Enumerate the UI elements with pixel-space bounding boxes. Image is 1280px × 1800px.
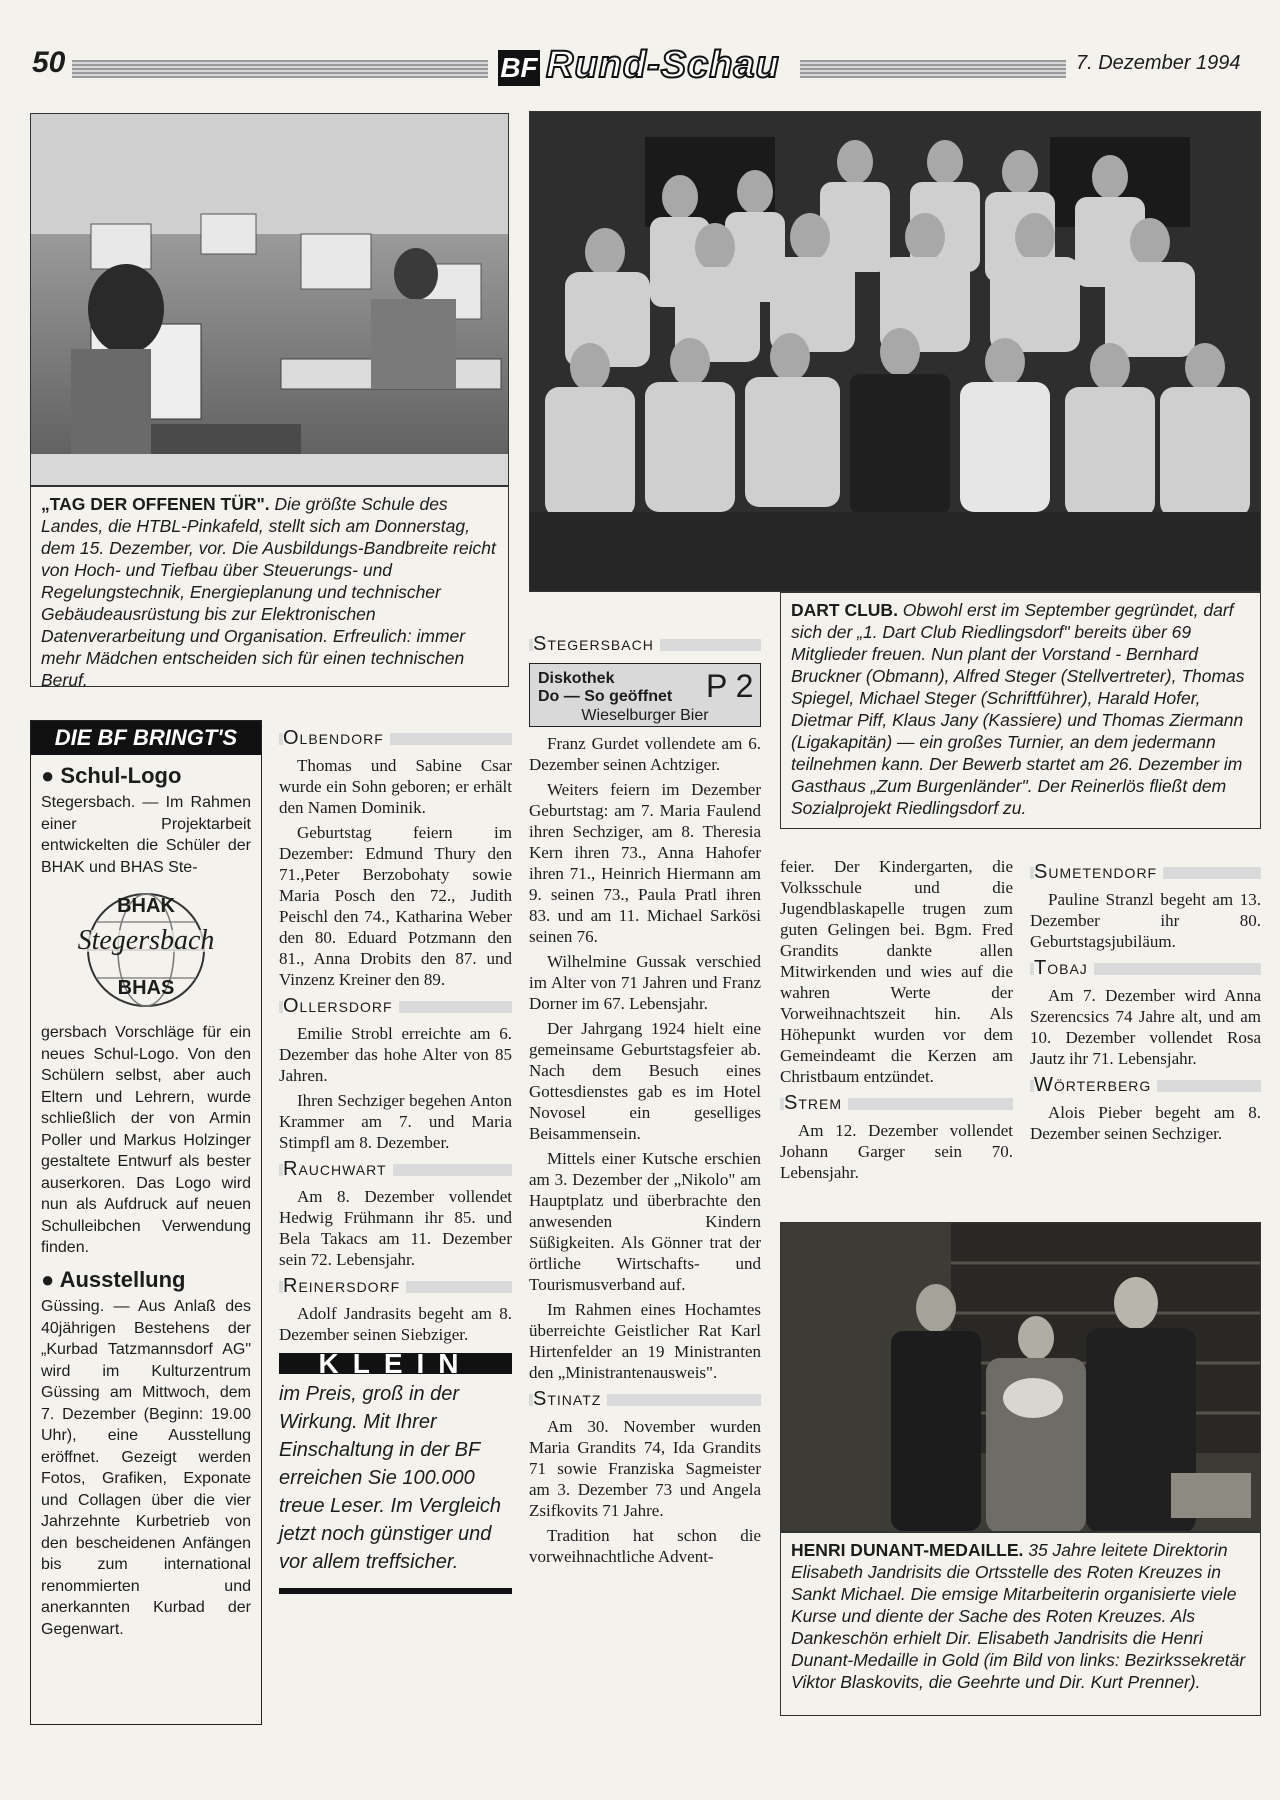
masthead: Rund-Schau xyxy=(546,44,780,86)
stegersbach-p5: Mittels einer Kutsche erschien am 3. Dezember der „Nikolo" am Hauptplatz und überbrachte den anwesenden Kindern Süßigkeiten. Als Gönner trat der örtliche Wirtschafts- und Tourismusverband auf. xyxy=(529,1149,761,1294)
ollersdorf-p1: Emilie Strobl erreichte am 6. Dezember das hohe Alter von 85 Jahren. xyxy=(279,1024,512,1085)
medal-ceremony-image xyxy=(781,1223,1261,1532)
stegersbach-p1: Franz Gurdet vollendete am 6. Dezember seinen Achtziger. xyxy=(529,734,761,774)
section-head-ollersdorf: Ollersdorf xyxy=(279,996,512,1017)
dart-caption-headline: DART CLUB. xyxy=(791,600,898,620)
stinatz-p1: Am 30. November wurden Maria Grandits 74, Ida Grandits 71 sowie Franziska Sagmeister am 3. Dezember 73 und Angela Zsifkovits 71 Jahre. xyxy=(529,1417,761,1520)
bf-logo: BF xyxy=(498,50,540,86)
stegersbach-p6: Im Rahmen eines Hochamtes überreichte Geistlicher Rat Karl Hirtenfelder an 19 Ministranten den „Ministrantenausweis". xyxy=(529,1300,761,1382)
medal-caption-headline: HENRI DUNANT-MEDAILLE. xyxy=(791,1540,1024,1560)
strem-p1: Am 12. Dezember vollendet Johann Garger sein 70. Lebensjahr. xyxy=(780,1121,1013,1182)
section-head-worterberg: Wörterberg xyxy=(1030,1075,1261,1096)
sidebar-item-schul-logo-text-b: gersbach Vorschläge für ein neues Schul-Logo. Von den Schülern selbst, aber auch Eltern und Lehrern, wurde schließlich der von Armin Poller und Markus Holzinger gestaltete Entwurf als bester auserkoren. Das Logo wird nun als Aufdruck auf neuen Schulleibchen Verwendung finden. xyxy=(41,1024,251,1256)
bhak-bhas-logo xyxy=(61,890,231,1010)
logo-text-bhas: BHAS xyxy=(117,977,175,999)
rauchwart-p1: Am 8. Dezember vollendet Hedwig Frühmann ihr 85. und Bela Takacs am 11. Dezember sein 72. Lebensjahr. xyxy=(279,1187,512,1269)
bf-bringts-box xyxy=(30,720,262,1725)
stegersbach-p3: Wilhelmine Gussak verschied im Alter von 71 Jahren und Franz Dorner im 67. Lebensjahr. xyxy=(529,952,761,1013)
sidebar-title: DIE BF BRINGT'S xyxy=(31,721,261,755)
sumetendorf-p1: Pauline Stranzl begeht am 13. Dezember ihr 80. Geburtstagsjubiläum. xyxy=(1030,890,1261,951)
ad-line-beer: Wieselburger Bier xyxy=(581,707,709,724)
sidebar-item-schul-logo-title: ● Schul-Logo xyxy=(41,762,182,788)
page-number: 50 xyxy=(32,46,66,79)
dart-caption xyxy=(780,592,1261,829)
diskothek-ad xyxy=(529,663,761,727)
section-head-stinatz: Stinatz xyxy=(529,1389,761,1410)
medal-caption xyxy=(780,1532,1261,1716)
dart-caption-text: Obwohl erst im September gegründet, darf sich der „1. Dart Club Riedlingsdorf" bereits über 69 Mitglieder freuen. Nun plant der Vorstand - Bernhard Bruckner (Obmann), Alfred Steger (Stellvertreter), Thomas Spiegel, Michael Steger (Schriftführer), Harald Hofer, Dietmar Piff, Klaus Jany (Kassiere) und Thomas Ziermann (Ligakapitän) — ein großes Turnier, an dem jedermann teilnehmen kann. Der Bewerb startet am 26. Dezember im Gasthaus „Zum Burgenländer". Der Reinerlös fließt dem Sozialprojekt Riedlingsdorf zu. xyxy=(791,600,1245,818)
worterberg-p1: Alois Pieber begeht am 8. Dezember seinen Sechziger. xyxy=(1030,1103,1261,1143)
logo-text-bhak: BHAK xyxy=(117,895,175,917)
klein-banner: KLEIN xyxy=(279,1353,512,1374)
section-head-reinersdorf: Reinersdorf xyxy=(279,1276,512,1297)
reinersdorf-p1: Adolf Jandrasits begeht am 8. Dezember seinen Siebziger. xyxy=(279,1304,512,1344)
header-rule-right xyxy=(800,60,1066,78)
ad-line-open: Do — So geöffnet xyxy=(538,688,673,705)
stegersbach-p2: Weiters feiern im Dezember Geburtstag: am 7. Maria Faulend ihren Sechziger, am 8. Theresia Kern ihren 73., Anna Hahofer ihren 71., Heinrich Hiermann am 9. seinen 73., Paula Pratl ihren 83. und am 11. Michael Sarkösi seinen 76. xyxy=(529,780,761,946)
header-rule-left xyxy=(72,60,488,78)
ad-line-diskothek: Diskothek xyxy=(538,670,615,687)
section-head-olbendorf: Olbendorf xyxy=(279,728,512,749)
tobaj-p1: Am 7. Dezember wird Anna Szerencsics 74 Jahre alt, und am 10. Dezember vollendet Rosa Jautz ihr 71. Lebensjahr. xyxy=(1030,986,1261,1068)
column-stegersbach xyxy=(529,628,761,1571)
ad-badge-p2: P 2 xyxy=(706,668,754,704)
sidebar-item-ausstellung-title: ● Ausstellung xyxy=(41,1266,186,1292)
column-olbendorf xyxy=(279,722,512,1594)
stegersbach-p4: Der Jahrgang 1924 hielt eine gemeinsame Geburtstagsfeier ab. Nach dem Besuch eines Gottesdienstes gab es im Hotel Novosel ein geselliges Beisammensein. xyxy=(529,1019,761,1143)
section-head-stegersbach: Stegersbach xyxy=(529,634,761,655)
logo-text-stegersbach: Stegersbach xyxy=(61,930,231,952)
sidebar-item-ausstellung-text: Güssing. — Aus Anlaß des 40jährigen Bestehens der „Kurbad Tatzmannsdorf AG" wird im Kulturzentrum Güssing am Mittwoch, dem 7. Dezember (Beginn: 19.00 Uhr), eine Ausstellung eröffnet. Gezeigt werden Fotos, Grafiken, Exponate und Collagen über die vier Jahrzehnte Kurbetrieb von den bescheidenen Anfängen bis zum international renommierten und anerkannten Kurbad der Gegenwart. xyxy=(41,1298,251,1638)
section-head-tobaj: Tobaj xyxy=(1030,958,1261,979)
section-head-rauchwart: Rauchwart xyxy=(279,1159,512,1180)
section-head-strem: Strem xyxy=(780,1093,1013,1114)
olbendorf-p2: Geburtstag feiern im Dezember: Edmund Thury den 71.,Peter Berzobohaty sowie Maria Posch den 72., Judith Peischl den 74., Katharina Weber den 80. Eduard Potzmann den 81., Anna Drobits den 87. und Vinzenz Kreiner den 89. xyxy=(279,823,512,989)
ollersdorf-p2: Ihren Sechziger begehen Anton Krammer am 7. und Maria Stimpfl am 8. Dezember. xyxy=(279,1091,512,1152)
dart-club-photo xyxy=(529,111,1261,592)
school-caption-text: Die größte Schule des Landes, die HTBL-Pinkafeld, stellt sich am Donnerstag, dem 15. Dezember, vor. Die Ausbildungs-Bandbreite reicht von Hoch- und Tiefbau über Steuerungs- und Regelungstechnik, Energieplanung und technischer Gebäudeausrüstung bis zur Elektronischen Datenverarbeitung und Organisation. Erfreulich: immer mehr Mädchen entscheiden sich für einen technischen Beruf. xyxy=(41,494,496,690)
dart-club-group-image xyxy=(530,112,1261,592)
medal-photo xyxy=(780,1222,1261,1532)
school-caption xyxy=(30,486,509,690)
school-photo xyxy=(30,113,509,486)
sidebar-item-schul-logo-text-a: Stegersbach. — Im Rahmen einer Projektarbeit entwickelten die Schüler der BHAK und BHAS Ste- xyxy=(41,794,251,876)
column-sumetendorf xyxy=(1030,856,1261,1148)
issue-date: 7. Dezember 1994 xyxy=(1076,52,1241,74)
section-head-sumetendorf: Sumetendorf xyxy=(1030,862,1261,883)
school-caption-headline: „TAG DER OFFENEN TÜR". xyxy=(41,494,270,514)
column-strem xyxy=(780,856,1013,1187)
klein-rule xyxy=(279,1588,512,1594)
olbendorf-p1: Thomas und Sabine Csar wurde ein Sohn geboren; er erhält den Namen Dominik. xyxy=(279,756,512,817)
advent-continued: feier. Der Kindergarten, die Volksschule und die Jugendblaskapelle trugen zum guten Gelingen bei. Bgm. Fred Grandits dankte allen Mitwirkenden und wies auf die wahren Werte der Vorweihnachtszeit hin. Als Höhepunkt wurden vor dem Gemeindeamt die Kerzen am Christbaum entzündet. xyxy=(780,857,1013,1086)
klein-ad-text: im Preis, groß in der Wirkung. Mit Ihrer Einschaltung in der BF erreichen Sie 100.000 treue Leser. Im Vergleich jetzt noch günstiger und vor allem treffsicher. xyxy=(279,1383,501,1573)
computer-lab-image xyxy=(31,114,509,486)
stinatz-p2: Tradition hat schon die vorweihnachtliche Advent- xyxy=(529,1526,761,1566)
medal-caption-text: 35 Jahre leitete Direktorin Elisabeth Jandrisits die Ortsstelle des Roten Kreuzes in Sankt Michael. Die emsige Mitarbeiterin organisierte viele Kurse und diente der Sache des Roten Kreuzes. Als Dankeschön erhielt Dir. Elisabeth Jandrisits die Henri Dunant-Medaille in Gold (im Bild von links: Bezirkssekretär Viktor Blaskovits, die Geehrte und Dir. Kurt Prenner). xyxy=(791,1540,1246,1692)
